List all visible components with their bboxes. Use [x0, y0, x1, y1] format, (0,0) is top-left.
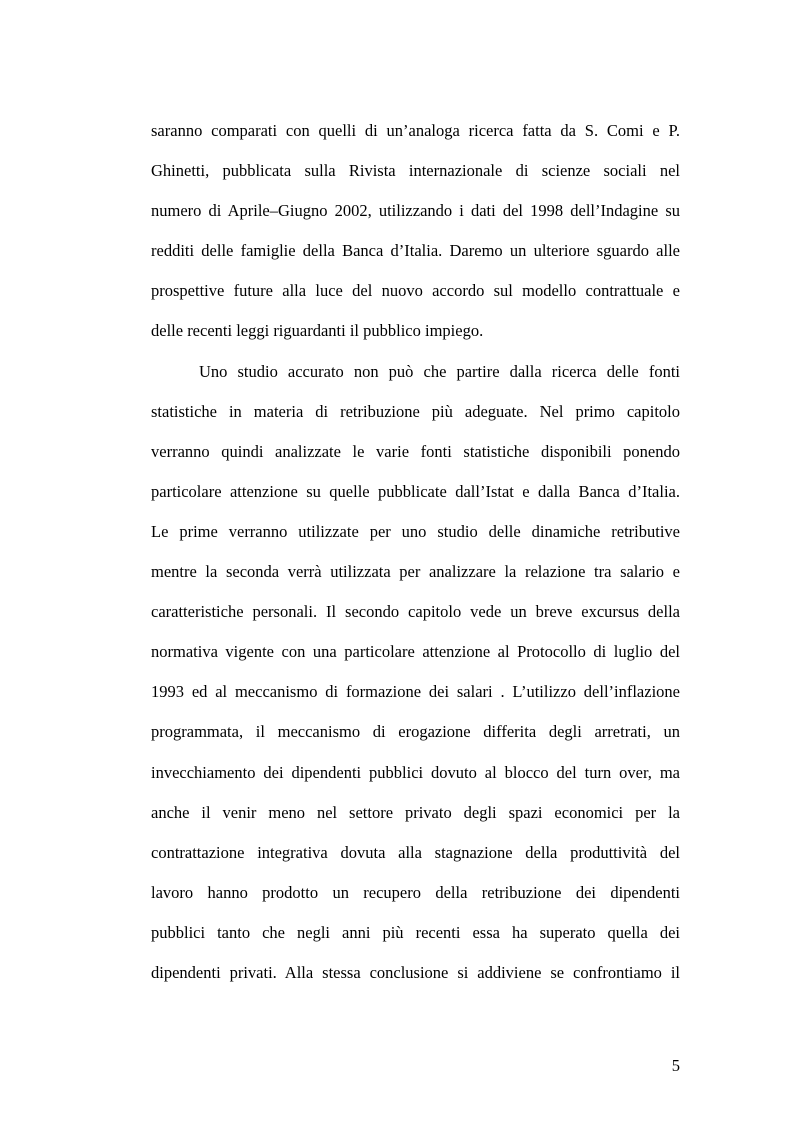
text-line: verranno quindi analizzate le varie fonti statistiche disponibili ponendo [151, 441, 680, 461]
text-line: normativa vigente con una particolare attenzione al Protocollo di luglio del [151, 642, 680, 662]
text-line: saranno comparati con quelli di un’analoga ricerca fatta da S. Comi e P. [151, 121, 680, 140]
text-line: contrattazione integrativa dovuta alla stagnazione della produttività del [151, 842, 680, 862]
text-line: pubblici tanto che negli anni più recenti essa ha superato quella dei [151, 922, 680, 942]
text-line: programmata, il meccanismo di erogazione differita degli arretrati, un [151, 722, 680, 742]
text-line: numero di Aprile–Giugno 2002, utilizzando i dati del 1998 dell’Indagine su [151, 201, 680, 221]
text-line: Uno studio accurato non può che partire dalla ricerca delle fonti [199, 361, 680, 381]
text-line: prospettive future alla luce del nuovo accordo sul modello contrattuale e [151, 281, 680, 301]
text-line: dipendenti privati. Alla stessa conclusione si addiviene se confrontiamo il [151, 962, 680, 982]
text-line: 1993 ed al meccanismo di formazione dei salari . L’utilizzo dell’inflazione [151, 682, 680, 702]
text-line: lavoro hanno prodotto un recupero della retribuzione dei dipendenti [151, 882, 680, 902]
text-line: Le prime verranno utilizzate per uno studio delle dinamiche retributive [151, 521, 680, 541]
text-line: mentre la seconda verrà utilizzata per analizzare la relazione tra salario e [151, 562, 680, 582]
paragraph-2 [151, 352, 680, 994]
text-line: redditi delle famiglie della Banca d’Italia. Daremo un ulteriore sguardo alle [151, 241, 680, 261]
text-line: invecchiamento dei dipendenti pubblici dovuto al blocco del turn over, ma [151, 762, 680, 782]
text-line: statistiche in materia di retribuzione più adeguate. Nel primo capitolo [151, 401, 680, 421]
text-line: particolare attenzione su quelle pubblicate dall’Istat e dalla Banca d’Italia. [151, 481, 680, 501]
text-line: Ghinetti, pubblicata sulla Rivista internazionale di scienze sociali nel [151, 161, 680, 181]
body-text [151, 111, 680, 993]
page-number: 5 [671, 1056, 680, 1075]
text-line: caratteristiche personali. Il secondo capitolo vede un breve excursus della [151, 602, 680, 622]
paragraph-1 [151, 111, 680, 352]
text-line: anche il venir meno nel settore privato degli spazi economici per la [151, 802, 680, 822]
text-line: delle recenti leggi riguardanti il pubblico impiego. [151, 321, 484, 341]
